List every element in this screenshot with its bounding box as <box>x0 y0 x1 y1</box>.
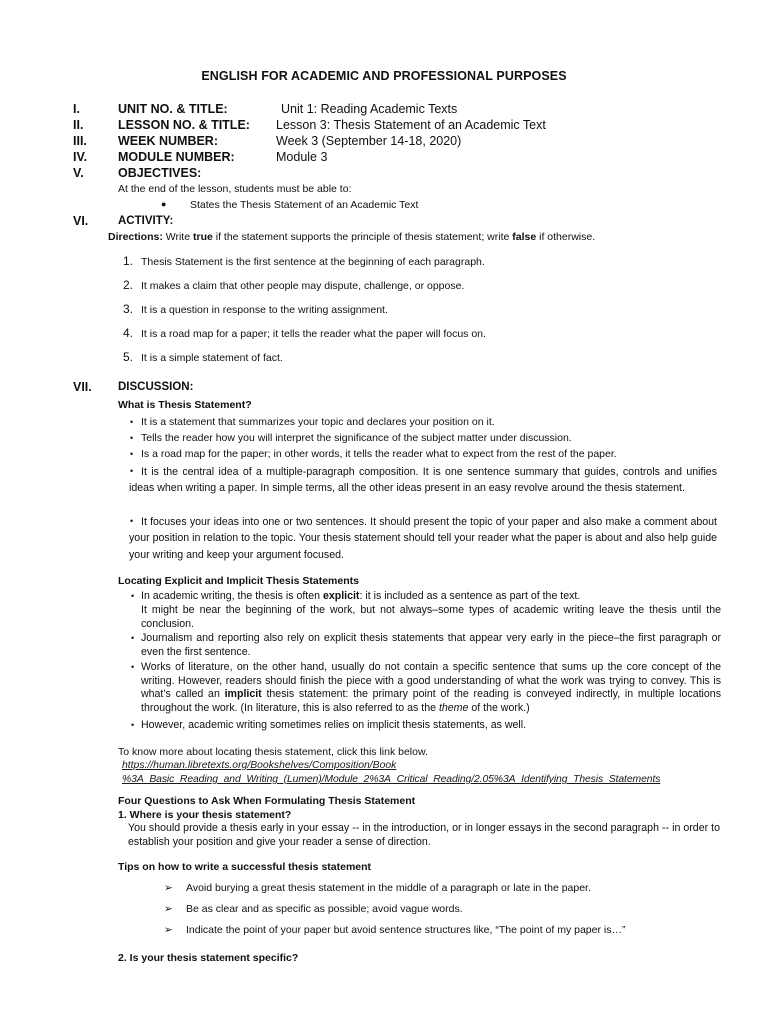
bullet-icon: • <box>131 633 135 643</box>
week-label: WEEK NUMBER: <box>118 134 218 148</box>
document-title: ENGLISH FOR ACADEMIC AND PROFESSIONAL PURPOSES <box>201 69 567 83</box>
roman-numeral-iv: IV. <box>73 150 88 164</box>
what-bullet: It focuses your ideas into one or two sentences. It should present the topic of your paper and also make a comment about your position in relation to the topic. Your thesis statement should tell your reader what the paper is about and also help guide your writing and keep your argument focused. <box>129 516 717 561</box>
question-1-text: You should provide a thesis early in your essay -- in the introduction, or in longer essays in the second paragraph -- in order to establish your position and give your reader a sense of direction. <box>128 822 720 848</box>
activity-item-number: 2. <box>123 278 134 292</box>
question-2: 2. Is your thesis statement specific? <box>118 952 299 964</box>
objectives-label: OBJECTIVES: <box>118 166 202 180</box>
discussion-label: DISCUSSION: <box>118 381 194 393</box>
tip-item: Avoid burying a great thesis statement in the middle of a paragraph or late in the paper. <box>186 882 591 894</box>
objective-item: States the Thesis Statement of an Academic Text <box>190 199 419 211</box>
module-label: MODULE NUMBER: <box>118 150 235 164</box>
activity-item: It is a road map for a paper; it tells the reader what the paper will focus on. <box>141 328 486 340</box>
tips-heading: Tips on how to write a successful thesis statement <box>118 861 372 873</box>
what-bullet: It is the central idea of a multiple-paragraph composition. It is one sentence summary that guides, controls and unifies ideas when writing a paper. In simple terms, all the other ideas present in an easy revolve around the thesis statement. <box>129 466 717 495</box>
locating-bullet-continuation: It might be near the beginning of the work, but not always–some types of academic writing leave the thesis until the conclusion. <box>141 604 721 630</box>
what-bullet: Tells the reader how you will interpret the significance of the subject matter under discussion. <box>141 432 572 444</box>
reference-link[interactable]: https://human.libretexts.org/Bookshelves/Composition/Book <box>122 760 397 771</box>
roman-numeral-vii: VII. <box>73 380 92 394</box>
bullet-icon: ● <box>161 199 167 209</box>
unit-value: Unit 1: Reading Academic Texts <box>281 102 458 116</box>
directions-label: Directions: <box>108 231 163 243</box>
bullet-icon: • <box>130 449 134 459</box>
tip-item: Indicate the point of your paper but avoid sentence structures like, “The point of my paper is…” <box>186 924 626 936</box>
bullet-icon: • <box>131 720 135 730</box>
activity-item-number: 3. <box>123 302 134 316</box>
arrow-bullet-icon: ➢ <box>164 924 173 936</box>
lesson-label: LESSON NO. & TITLE: <box>118 118 250 132</box>
roman-numeral-iii: III. <box>73 134 87 148</box>
roman-numeral-v: V. <box>73 166 84 180</box>
four-questions-heading: Four Questions to Ask When Formulating Thesis Statement <box>118 795 416 807</box>
activity-item: It is a simple statement of fact. <box>141 352 283 364</box>
bullet-icon: • <box>130 466 134 476</box>
bullet-icon: • <box>130 516 134 526</box>
activity-item-number: 1. <box>123 254 134 268</box>
activity-item: It is a question in response to the writing assignment. <box>141 304 388 316</box>
arrow-bullet-icon: ➢ <box>164 882 173 894</box>
activity-item-number: 4. <box>123 326 134 340</box>
lesson-value: Lesson 3: Thesis Statement of an Academic Text <box>276 118 546 132</box>
bullet-icon: • <box>131 591 135 601</box>
directions: Directions: Write true if the statement supports the principle of thesis statement; write false if otherwise. <box>108 231 596 243</box>
locating-bullet: Works of literature, on the other hand, usually do not contain a specific sentence that sums up the core concept of the writing. However, readers should finish the piece with a good understanding of what the work was trying to convey. This is what’s called an implicit thesis statement: the primary point of the reading is conveyed indirectly, in multiple locations throughout the work. (In literature, this is also referred to as the theme of the work.) <box>141 661 721 714</box>
locating-bullet: However, academic writing sometimes relies on implicit thesis statements, as well. <box>141 719 527 731</box>
week-value: Week 3 (September 14-18, 2020) <box>276 134 462 148</box>
what-bullet: Is a road map for the paper; in other words, it tells the reader what to expect from the rest of the paper. <box>141 448 617 460</box>
locating-bullet: In academic writing, the thesis is often explicit: it is included as a sentence as part of the text. <box>141 590 581 602</box>
roman-numeral-ii: II. <box>73 118 84 132</box>
roman-numeral-vi: VI. <box>73 214 89 228</box>
bullet-icon: • <box>130 417 134 427</box>
reference-link[interactable]: %3A_Basic_Reading_and_Writing_(Lumen)/Module_2%3A_Critical_Reading/2.05%3A_Identifying_Thesis_Statements <box>122 774 661 785</box>
locating-bullet: Journalism and reporting also rely on explicit thesis statements that appear very early in the piece–the first paragraph or even the first sentence. <box>141 632 721 658</box>
what-heading: What is Thesis Statement? <box>118 399 252 411</box>
bullet-icon: • <box>131 662 135 672</box>
what-bullet: It is a statement that summarizes your topic and declares your position on it. <box>141 416 495 428</box>
true-word: true <box>193 231 213 243</box>
link-intro: To know more about locating thesis statement, click this link below. <box>118 746 428 758</box>
activity-item: Thesis Statement is the first sentence at the beginning of each paragraph. <box>141 256 485 268</box>
roman-numeral-i: I. <box>73 102 80 116</box>
objectives-intro: At the end of the lesson, students must be able to: <box>118 183 352 195</box>
activity-label: ACTIVITY: <box>118 215 174 227</box>
unit-label: UNIT NO. & TITLE: <box>118 102 228 116</box>
question-1: 1. Where is your thesis statement? <box>118 809 292 821</box>
locating-heading: Locating Explicit and Implicit Thesis Statements <box>118 575 359 587</box>
activity-item: It makes a claim that other people may dispute, challenge, or oppose. <box>141 280 465 292</box>
tip-item: Be as clear and as specific as possible; avoid vague words. <box>186 903 463 915</box>
activity-item-number: 5. <box>123 350 134 364</box>
false-word: false <box>512 231 537 243</box>
arrow-bullet-icon: ➢ <box>164 903 173 915</box>
module-value: Module 3 <box>276 150 328 164</box>
bullet-icon: • <box>130 433 134 443</box>
